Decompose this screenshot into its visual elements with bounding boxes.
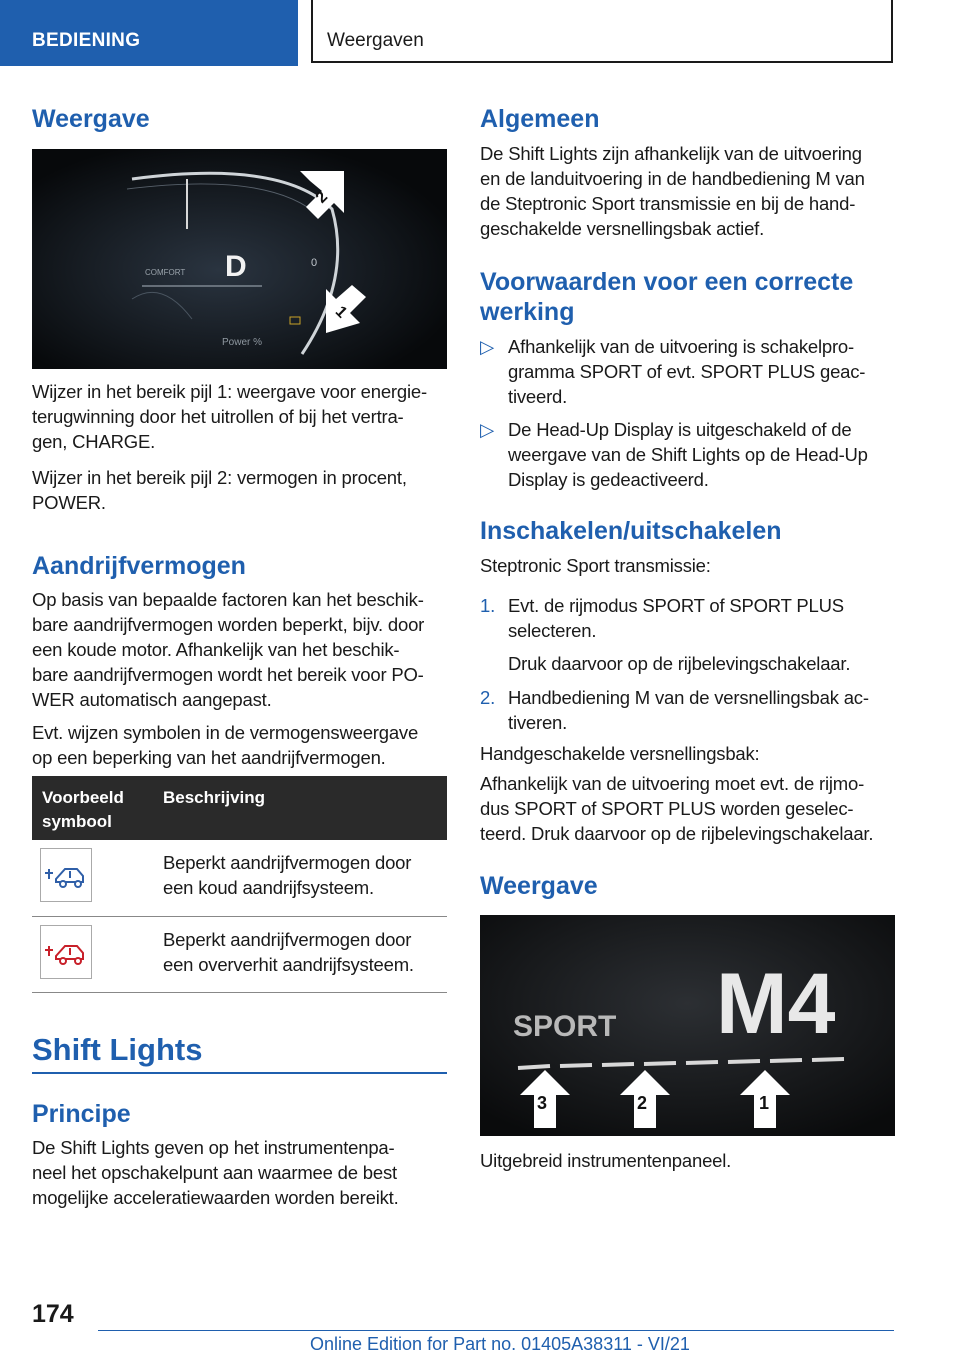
svg-text:3: 3 xyxy=(537,1093,548,1113)
list-item: ▷ Afhankelijk van de uitvoering is schakelpro- gramma SPORT of evt. SPORT PLUS geac- tiveerd. xyxy=(480,336,866,407)
mode-label: COMFORT xyxy=(145,268,186,277)
table-header xyxy=(32,776,447,840)
para-hand: Handgeschakelde versnellingsbak: xyxy=(480,743,760,764)
mode-sport: SPORT xyxy=(513,1010,617,1043)
figure-caption: Uitgebreid instrumentenpaneel. xyxy=(480,1150,732,1171)
section-title: BEDIENING xyxy=(32,30,141,51)
gear-label: D xyxy=(225,250,247,283)
table-header-description: Beschrijving xyxy=(163,788,266,807)
svg-text:1: 1 xyxy=(759,1093,770,1113)
shift-lights-figure xyxy=(480,915,895,1136)
heading-principe: Principe xyxy=(32,1100,131,1128)
svg-text:2: 2 xyxy=(637,1093,648,1113)
instrument-cluster-svg xyxy=(32,149,447,369)
row-description: Beperkt aandrijfvermogen door een koud aandrijfsysteem. xyxy=(163,852,412,898)
list-item: ▷ De Head-Up Display is uitgeschakeld of de weergave van de Shift Lights op de Head-Up Display is gedeactiveerd. xyxy=(480,419,868,490)
para-aandrijf-2: Evt. wijzen symbolen in de vermogensweergave op een beperking van het aandrijfvermogen. xyxy=(32,722,419,768)
shift-lights-svg xyxy=(480,915,895,1136)
page-number: 174 xyxy=(32,1300,74,1328)
para-principe: De Shift Lights geven op het instrumentenpa- neel het opschakelpunt aan waarmee de best mogelijke acceleratiewaarden worden bereikt. xyxy=(32,1137,399,1208)
heading-weergave-right: Weergave xyxy=(480,872,598,900)
footer-divider xyxy=(98,1330,894,1331)
symbol-table xyxy=(32,776,447,993)
bullet-marker: ▷ xyxy=(480,336,495,357)
heading-shift-lights: Shift Lights xyxy=(32,1032,203,1067)
heading-aandrijfvermogen: Aandrijfvermogen xyxy=(32,552,246,580)
heading-weergave: Weergave xyxy=(32,105,150,133)
para-algemeen: De Shift Lights zijn afhankelijk van de uitvoering en de landuitvoering in de handbediening M van de Steptronic Sport transmissie en bij de hand- geschakelde versnellingsbak actief. xyxy=(480,143,865,239)
table-row xyxy=(32,917,447,993)
power-label: Power % xyxy=(222,337,263,348)
list-item: 1. Evt. de rijmodus SPORT of SPORT PLUS selecteren. xyxy=(480,595,844,641)
table-header-symbol: Voorbeeld symbool xyxy=(42,788,124,831)
arrow-2-label: 2 xyxy=(312,188,332,207)
arrow-1-label: 1 xyxy=(331,303,351,322)
para-weergave-2: Wijzer in het bereik pijl 2: vermogen in procent, POWER. xyxy=(32,467,407,513)
heading-algemeen: Algemeen xyxy=(480,105,600,133)
cold-drivetrain-icon xyxy=(40,848,92,902)
gear-m4: M4 xyxy=(716,956,836,1052)
heading-inschakelen: Inschakelen/uitschakelen xyxy=(480,517,782,545)
chapter-title: Weergaven xyxy=(327,30,424,51)
bullet-marker: ▷ xyxy=(480,419,495,440)
para-hand-2: Afhankelijk van de uitvoering moet evt. de rijmo- dus SPORT of SPORT PLUS worden geselec- teerd. Druk daarvoor op de rijbelevingschakelaar. xyxy=(480,773,874,844)
hot-drivetrain-icon xyxy=(40,925,92,979)
section-tab xyxy=(0,0,298,66)
heading-voorwaarden: Voorwaarden voor een correcte werking xyxy=(480,268,854,326)
para-weergave-1: Wijzer in het bereik pijl 1: weergave voor energie- terugwinning door het uitrollen of bij het vertra- gen, CHARGE. xyxy=(32,381,427,452)
step-number: 1. xyxy=(480,595,496,616)
list-item: 2. Handbediening M van de versnellingsbak ac- tiveren. xyxy=(480,687,869,733)
para-aandrijf-1: Op basis van bepaalde factoren kan het beschik- bare aandrijfvermogen worden beperkt, bijv. door een koude motor. Afhankelijk van het beschik- bare aandrijfvermogen wordt het bereik voor PO- WER automatisch aangepast. xyxy=(32,589,425,710)
footer-edition: Online Edition for Part no. 01405A38311 - VI/21 xyxy=(310,1334,690,1354)
zero-label: 0 xyxy=(311,257,318,269)
heading-underline xyxy=(32,1072,447,1074)
table-row xyxy=(32,840,447,917)
instrument-cluster-figure xyxy=(32,149,447,369)
chapter-tab xyxy=(311,0,893,63)
para-steptronic: Steptronic Sport transmissie: xyxy=(480,555,711,576)
step-number: 2. xyxy=(480,687,496,708)
step-sub-text: Druk daarvoor op de rijbelevingschakelaar. xyxy=(508,653,851,674)
row-description: Beperkt aandrijfvermogen door een oververhit aandrijfsysteem. xyxy=(163,929,414,975)
